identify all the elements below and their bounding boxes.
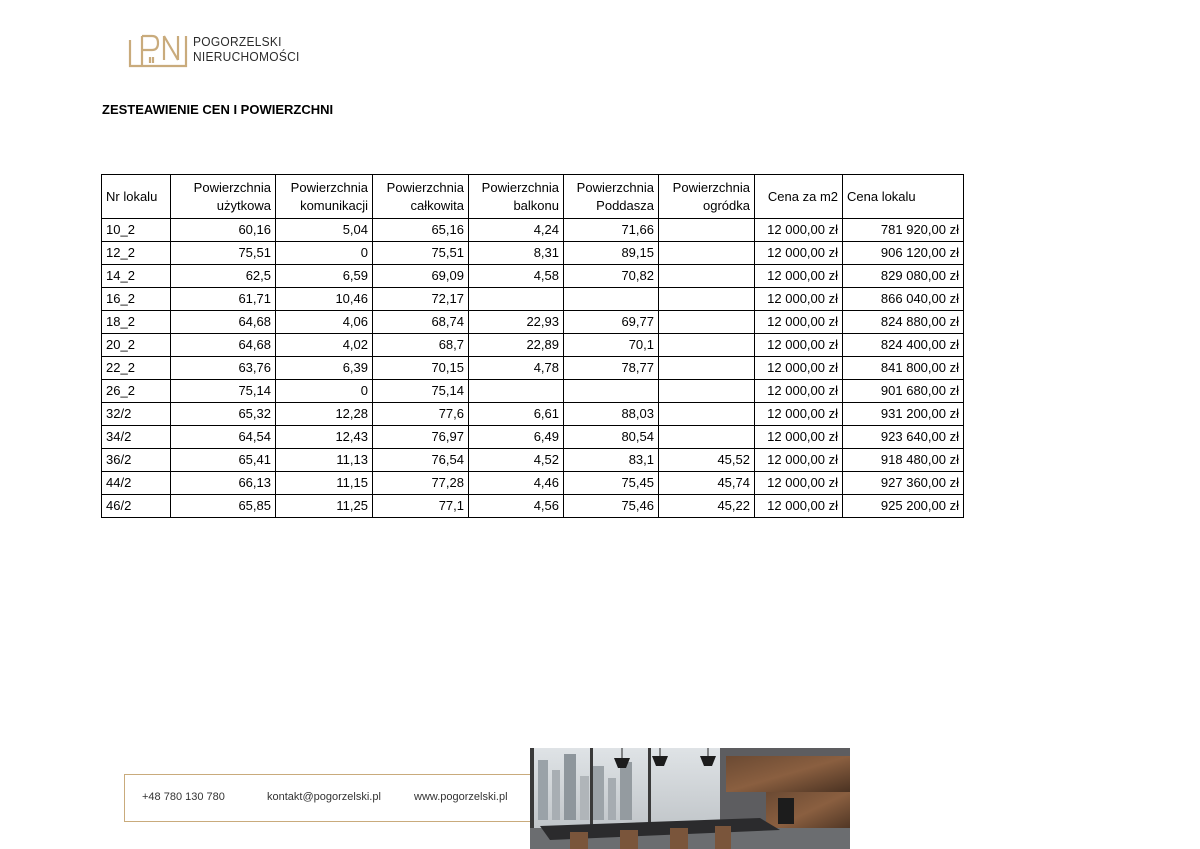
cell-pow-uzytkowa: 65,85	[171, 495, 276, 518]
cell-pow-uzytkowa: 65,41	[171, 449, 276, 472]
table-row	[102, 357, 964, 380]
cell-pow-komunikacji: 12,43	[276, 426, 373, 449]
cell-pow-uzytkowa: 64,68	[171, 334, 276, 357]
cell-cena-za-m2: 12 000,00 zł	[755, 265, 843, 288]
cell-pow-balkonu: 22,93	[469, 311, 564, 334]
company-logo	[128, 30, 298, 70]
cell-cena-lokalu: 925 200,00 zł	[843, 495, 964, 518]
cell-nr-lokalu: 34/2	[102, 426, 171, 449]
table-row	[102, 403, 964, 426]
header-powierzchnia-ogrodka: Powierzchnia ogródka	[659, 175, 755, 219]
cell-pow-uzytkowa: 60,16	[171, 219, 276, 242]
logo-line-2: NIERUCHOMOŚCI	[193, 49, 300, 64]
cell-cena-za-m2: 12 000,00 zł	[755, 334, 843, 357]
cell-nr-lokalu: 12_2	[102, 242, 171, 265]
footer-phone[interactable]: +48 780 130 780	[142, 791, 225, 803]
cell-pow-ogrodka: 45,52	[659, 449, 755, 472]
table-row	[102, 288, 964, 311]
header-powierzchnia-calkowita: Powierzchnia całkowita	[373, 175, 469, 219]
cell-pow-poddasza	[564, 380, 659, 403]
cell-pow-balkonu: 4,52	[469, 449, 564, 472]
cell-pow-uzytkowa: 75,14	[171, 380, 276, 403]
cell-pow-calkowita: 68,74	[373, 311, 469, 334]
cell-pow-uzytkowa: 61,71	[171, 288, 276, 311]
header-cena-za-m2: Cena za m2	[755, 175, 843, 219]
table-row	[102, 495, 964, 518]
cell-pow-komunikacji: 11,25	[276, 495, 373, 518]
footer-website[interactable]: www.pogorzelski.pl	[414, 791, 508, 803]
cell-cena-lokalu: 829 080,00 zł	[843, 265, 964, 288]
cell-cena-za-m2: 12 000,00 zł	[755, 219, 843, 242]
cell-pow-balkonu: 4,46	[469, 472, 564, 495]
cell-pow-komunikacji: 6,59	[276, 265, 373, 288]
cell-pow-balkonu: 6,61	[469, 403, 564, 426]
header-powierzchnia-komunikacji: Powierzchnia komunikacji	[276, 175, 373, 219]
cell-nr-lokalu: 20_2	[102, 334, 171, 357]
table-row	[102, 311, 964, 334]
table-row	[102, 472, 964, 495]
cell-nr-lokalu: 22_2	[102, 357, 171, 380]
footer-email[interactable]: kontakt@pogorzelski.pl	[267, 791, 381, 803]
header-powierzchnia-balkonu: Powierzchnia balkonu	[469, 175, 564, 219]
cell-pow-calkowita: 76,54	[373, 449, 469, 472]
cell-pow-calkowita: 65,16	[373, 219, 469, 242]
cell-pow-ogrodka	[659, 242, 755, 265]
cell-pow-balkonu: 4,56	[469, 495, 564, 518]
cell-pow-balkonu	[469, 380, 564, 403]
cell-cena-za-m2: 12 000,00 zł	[755, 449, 843, 472]
header-powierzchnia-uzytkowa: Powierzchnia użytkowa	[171, 175, 276, 219]
table-row	[102, 242, 964, 265]
cell-pow-balkonu: 6,49	[469, 426, 564, 449]
cell-nr-lokalu: 36/2	[102, 449, 171, 472]
table-row	[102, 265, 964, 288]
cell-pow-ogrodka	[659, 311, 755, 334]
cell-pow-calkowita: 77,28	[373, 472, 469, 495]
cell-pow-ogrodka	[659, 357, 755, 380]
cell-cena-lokalu: 906 120,00 zł	[843, 242, 964, 265]
cell-pow-komunikacji: 5,04	[276, 219, 373, 242]
cell-cena-za-m2: 12 000,00 zł	[755, 495, 843, 518]
cell-nr-lokalu: 10_2	[102, 219, 171, 242]
cell-pow-komunikacji: 11,13	[276, 449, 373, 472]
cell-pow-calkowita: 75,51	[373, 242, 469, 265]
page-title: ZESTEAWIENIE CEN I POWIERZCHNI	[102, 102, 334, 117]
cell-cena-lokalu: 901 680,00 zł	[843, 380, 964, 403]
cell-pow-calkowita: 69,09	[373, 265, 469, 288]
table-row	[102, 334, 964, 357]
cell-pow-balkonu: 8,31	[469, 242, 564, 265]
cell-pow-komunikacji: 4,02	[276, 334, 373, 357]
cell-cena-za-m2: 12 000,00 zł	[755, 242, 843, 265]
pn-monogram-icon	[128, 30, 190, 70]
price-table	[101, 174, 964, 518]
cell-cena-za-m2: 12 000,00 zł	[755, 357, 843, 380]
cell-nr-lokalu: 46/2	[102, 495, 171, 518]
cell-cena-lokalu: 824 880,00 zł	[843, 311, 964, 334]
cell-cena-za-m2: 12 000,00 zł	[755, 311, 843, 334]
cell-cena-lokalu: 931 200,00 zł	[843, 403, 964, 426]
cell-pow-uzytkowa: 75,51	[171, 242, 276, 265]
cell-pow-ogrodka	[659, 288, 755, 311]
cell-pow-komunikacji: 0	[276, 380, 373, 403]
cell-cena-lokalu: 927 360,00 zł	[843, 472, 964, 495]
cell-cena-za-m2: 12 000,00 zł	[755, 403, 843, 426]
table-header-row	[102, 175, 964, 219]
cell-pow-calkowita: 68,7	[373, 334, 469, 357]
cell-cena-za-m2: 12 000,00 zł	[755, 380, 843, 403]
cell-pow-poddasza: 75,45	[564, 472, 659, 495]
cell-cena-za-m2: 12 000,00 zł	[755, 472, 843, 495]
table-body	[102, 219, 964, 518]
cell-pow-poddasza: 78,77	[564, 357, 659, 380]
cell-cena-za-m2: 12 000,00 zł	[755, 288, 843, 311]
cell-cena-lokalu: 841 800,00 zł	[843, 357, 964, 380]
cell-pow-calkowita: 77,1	[373, 495, 469, 518]
cell-pow-calkowita: 76,97	[373, 426, 469, 449]
interior-photo-icon	[530, 748, 850, 849]
logo-line-1: POGORZELSKI	[193, 34, 282, 49]
cell-cena-lokalu: 866 040,00 zł	[843, 288, 964, 311]
cell-pow-balkonu: 4,78	[469, 357, 564, 380]
header-nr-lokalu: Nr lokalu	[102, 175, 171, 219]
cell-cena-lokalu: 923 640,00 zł	[843, 426, 964, 449]
cell-pow-uzytkowa: 65,32	[171, 403, 276, 426]
cell-nr-lokalu: 14_2	[102, 265, 171, 288]
cell-pow-poddasza: 89,15	[564, 242, 659, 265]
cell-pow-poddasza: 80,54	[564, 426, 659, 449]
cell-cena-za-m2: 12 000,00 zł	[755, 426, 843, 449]
cell-pow-poddasza	[564, 288, 659, 311]
cell-pow-ogrodka	[659, 334, 755, 357]
cell-pow-balkonu: 4,24	[469, 219, 564, 242]
cell-pow-uzytkowa: 63,76	[171, 357, 276, 380]
table-row	[102, 426, 964, 449]
cell-pow-komunikacji: 0	[276, 242, 373, 265]
cell-pow-komunikacji: 12,28	[276, 403, 373, 426]
cell-nr-lokalu: 18_2	[102, 311, 171, 334]
cell-pow-komunikacji: 4,06	[276, 311, 373, 334]
cell-pow-poddasza: 83,1	[564, 449, 659, 472]
cell-nr-lokalu: 26_2	[102, 380, 171, 403]
table-row	[102, 449, 964, 472]
cell-pow-poddasza: 70,1	[564, 334, 659, 357]
cell-pow-calkowita: 75,14	[373, 380, 469, 403]
cell-nr-lokalu: 16_2	[102, 288, 171, 311]
header-cena-lokalu: Cena lokalu	[843, 175, 964, 219]
cell-pow-ogrodka: 45,22	[659, 495, 755, 518]
cell-pow-uzytkowa: 64,54	[171, 426, 276, 449]
cell-pow-ogrodka	[659, 403, 755, 426]
table-row	[102, 219, 964, 242]
cell-pow-balkonu: 4,58	[469, 265, 564, 288]
cell-pow-balkonu: 22,89	[469, 334, 564, 357]
cell-cena-lokalu: 824 400,00 zł	[843, 334, 964, 357]
cell-pow-poddasza: 75,46	[564, 495, 659, 518]
cell-pow-calkowita: 72,17	[373, 288, 469, 311]
cell-pow-balkonu	[469, 288, 564, 311]
cell-pow-calkowita: 70,15	[373, 357, 469, 380]
cell-nr-lokalu: 44/2	[102, 472, 171, 495]
cell-cena-lokalu: 781 920,00 zł	[843, 219, 964, 242]
cell-pow-poddasza: 71,66	[564, 219, 659, 242]
cell-pow-uzytkowa: 64,68	[171, 311, 276, 334]
cell-pow-ogrodka	[659, 265, 755, 288]
cell-pow-ogrodka	[659, 219, 755, 242]
cell-cena-lokalu: 918 480,00 zł	[843, 449, 964, 472]
cell-pow-ogrodka	[659, 426, 755, 449]
cell-pow-komunikacji: 6,39	[276, 357, 373, 380]
cell-pow-poddasza: 69,77	[564, 311, 659, 334]
cell-pow-calkowita: 77,6	[373, 403, 469, 426]
cell-pow-ogrodka: 45,74	[659, 472, 755, 495]
cell-pow-poddasza: 88,03	[564, 403, 659, 426]
cell-pow-uzytkowa: 66,13	[171, 472, 276, 495]
cell-pow-komunikacji: 10,46	[276, 288, 373, 311]
header-powierzchnia-poddasza: Powierzchnia Poddasza	[564, 175, 659, 219]
cell-pow-ogrodka	[659, 380, 755, 403]
table-row	[102, 380, 964, 403]
cell-pow-poddasza: 70,82	[564, 265, 659, 288]
cell-pow-uzytkowa: 62,5	[171, 265, 276, 288]
cell-pow-komunikacji: 11,15	[276, 472, 373, 495]
cell-nr-lokalu: 32/2	[102, 403, 171, 426]
